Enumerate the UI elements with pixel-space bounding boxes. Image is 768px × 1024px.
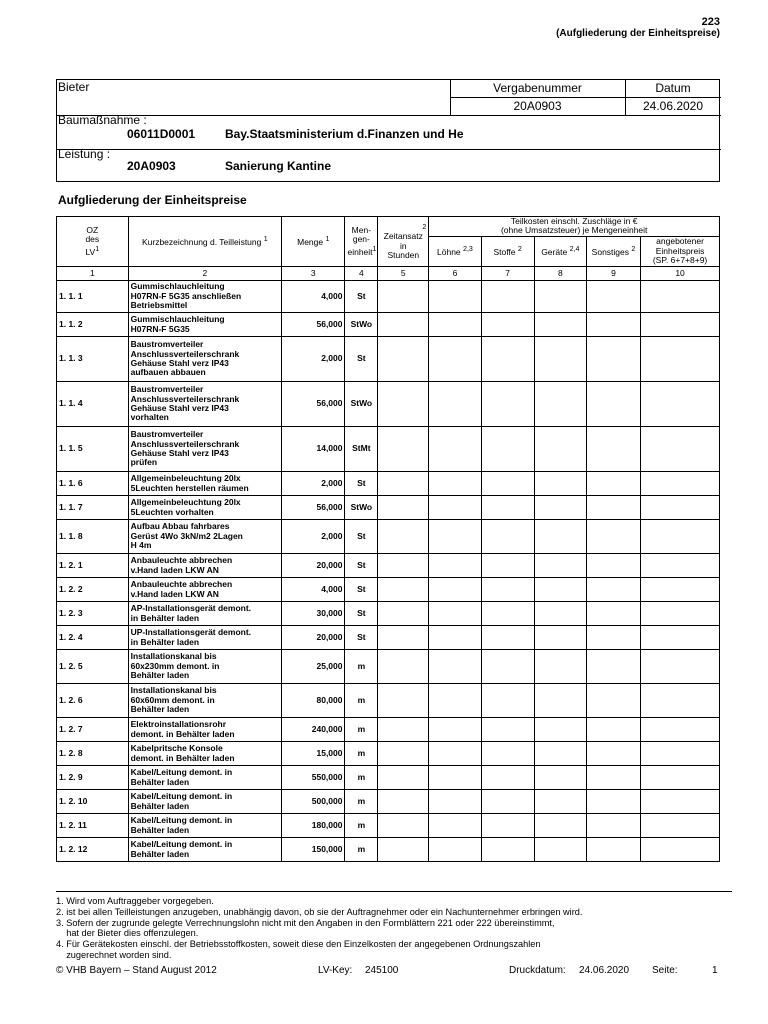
zeitansatz-input-cell[interactable] xyxy=(378,814,429,838)
description-cell: AP-Installationsgerät demont. in Behälter laden xyxy=(128,602,281,626)
table-row xyxy=(57,520,720,554)
stoffe-input-cell[interactable] xyxy=(481,766,534,790)
footnote: 1. Wird vom Auftraggeber vorgegeben. xyxy=(56,896,214,906)
description-cell: Installationskanal bis 60x230mm demont. in Behälter laden xyxy=(128,650,281,684)
quantity-cell: 80,000 xyxy=(282,684,345,718)
zeitansatz-input-cell[interactable] xyxy=(378,578,429,602)
geraete-input-cell[interactable] xyxy=(534,814,586,838)
leistung-label: Leistung : xyxy=(58,147,111,161)
column-number: 4 xyxy=(345,267,378,281)
stoffe-input-cell[interactable] xyxy=(481,496,534,520)
loehne-input-cell[interactable] xyxy=(429,684,481,718)
description-cell: Baustromverteiler Anschlussverteilerschrank Gehäuse Stahl verz IP43 vorhalten xyxy=(128,382,281,427)
stoffe-input-cell[interactable] xyxy=(481,281,534,313)
einheitspreis-input-cell[interactable] xyxy=(641,718,720,742)
header-oz: OZ des $LV^1$ xyxy=(57,217,129,267)
sonstiges-input-cell[interactable] xyxy=(586,742,640,766)
sonstiges-input-cell[interactable] xyxy=(586,337,640,382)
einheitspreis-input-cell[interactable] xyxy=(641,814,720,838)
oz-cell: 1. 2. 11 xyxy=(57,814,129,838)
einheitspreis-input-cell[interactable] xyxy=(641,337,720,382)
header-einheitspreis: angebotener Einheitspreis (SP. 6+7+8+9) xyxy=(641,236,720,266)
header-box xyxy=(56,79,720,182)
einheitspreis-input-cell[interactable] xyxy=(641,520,720,554)
geraete-input-cell[interactable] xyxy=(534,742,586,766)
column-number: 8 xyxy=(534,267,586,281)
table-row xyxy=(57,578,720,602)
einheitspreis-input-cell[interactable] xyxy=(641,626,720,650)
geraete-input-cell[interactable] xyxy=(534,382,586,427)
table-row xyxy=(57,718,720,742)
sonstiges-input-cell[interactable] xyxy=(586,766,640,790)
footnote: hat der Bieter dies offenzulegen. xyxy=(56,928,199,939)
oz-cell: 1. 1. 3 xyxy=(57,337,129,382)
sonstiges-input-cell[interactable] xyxy=(586,281,640,313)
datum-label: Datum xyxy=(655,81,691,95)
geraete-input-cell[interactable] xyxy=(534,337,586,382)
baumassnahme-name: Bay.Staatsministerium d.Finanzen und He xyxy=(225,127,464,141)
loehne-input-cell[interactable] xyxy=(429,337,481,382)
description-cell: Kabelpritsche Konsole demont. in Behälter laden xyxy=(128,742,281,766)
copyright: © VHB Bayern – Stand August 2012 xyxy=(56,965,217,976)
geraete-input-cell[interactable] xyxy=(534,554,586,578)
unit-cell: St xyxy=(345,554,378,578)
form-subtitle: (Aufgliederung der Einheitspreise) xyxy=(556,28,720,39)
description-cell: Allgemeinbeleuchtung 20lx 5Leuchten herstellen räumen xyxy=(128,472,281,496)
quantity-cell: 500,000 xyxy=(282,790,345,814)
einheitspreis-input-cell[interactable] xyxy=(641,472,720,496)
stoffe-input-cell[interactable] xyxy=(481,427,534,472)
loehne-input-cell[interactable] xyxy=(429,650,481,684)
description-cell: Anbauleuchte abbrechen v.Hand laden LKW AN xyxy=(128,578,281,602)
stoffe-input-cell[interactable] xyxy=(481,790,534,814)
zeitansatz-input-cell[interactable] xyxy=(378,684,429,718)
table-row xyxy=(57,496,720,520)
oz-cell: 1. 2. 5 xyxy=(57,650,129,684)
loehne-input-cell[interactable] xyxy=(429,838,481,862)
oz-cell: 1. 1. 8 xyxy=(57,520,129,554)
sonstiges-input-cell[interactable] xyxy=(586,472,640,496)
description-cell: Aufbau Abbau fahrbares Gerüst 4Wo 3kN/m2 2Lagen H 4m xyxy=(128,520,281,554)
quantity-cell: 240,000 xyxy=(282,718,345,742)
zeitansatz-input-cell[interactable] xyxy=(378,838,429,862)
zeitansatz-input-cell[interactable] xyxy=(378,281,429,313)
sonstiges-input-cell[interactable] xyxy=(586,626,640,650)
table-row xyxy=(57,337,720,382)
unit-cell: m xyxy=(345,718,378,742)
quantity-cell: 2,000 xyxy=(282,337,345,382)
footnote-divider xyxy=(56,891,732,892)
oz-cell: 1. 2. 3 xyxy=(57,602,129,626)
table-row xyxy=(57,382,720,427)
einheitspreis-input-cell[interactable] xyxy=(641,650,720,684)
stoffe-input-cell[interactable] xyxy=(481,472,534,496)
sonstiges-input-cell[interactable] xyxy=(586,718,640,742)
zeitansatz-input-cell[interactable] xyxy=(378,626,429,650)
footnotes xyxy=(56,896,736,961)
loehne-input-cell[interactable] xyxy=(429,814,481,838)
geraete-input-cell[interactable] xyxy=(534,496,586,520)
zeitansatz-input-cell[interactable] xyxy=(378,650,429,684)
einheitspreis-input-cell[interactable] xyxy=(641,554,720,578)
quantity-cell: 20,000 xyxy=(282,554,345,578)
zeitansatz-input-cell[interactable] xyxy=(378,496,429,520)
quantity-cell: 550,000 xyxy=(282,766,345,790)
loehne-input-cell[interactable] xyxy=(429,520,481,554)
stoffe-input-cell[interactable] xyxy=(481,602,534,626)
table-row xyxy=(57,626,720,650)
loehne-input-cell[interactable] xyxy=(429,626,481,650)
loehne-input-cell[interactable] xyxy=(429,472,481,496)
quantity-cell: 15,000 xyxy=(282,742,345,766)
footnote: 4. Für Gerätekosten einschl. der Betriebsstoffkosten, soweit diese den Einzelkosten der angegebenen Ordnungszahlen xyxy=(56,939,541,950)
header-menge: Menge $^1$ xyxy=(282,217,345,267)
einheitspreise-table xyxy=(56,216,720,862)
quantity-cell: 56,000 xyxy=(282,313,345,337)
footnote: zugerechnet worden sind. xyxy=(56,949,172,960)
table-row xyxy=(57,602,720,626)
oz-cell: 1. 1. 5 xyxy=(57,427,129,472)
unit-cell: m xyxy=(345,814,378,838)
column-number: 1 xyxy=(57,267,129,281)
table-row xyxy=(57,650,720,684)
loehne-input-cell[interactable] xyxy=(429,766,481,790)
geraete-input-cell[interactable] xyxy=(534,626,586,650)
unit-cell: St xyxy=(345,578,378,602)
unit-cell: St xyxy=(345,520,378,554)
vergabenummer-label: Vergabenummer xyxy=(493,81,582,95)
stoffe-input-cell[interactable] xyxy=(481,520,534,554)
unit-cell: m xyxy=(345,838,378,862)
einheitspreis-input-cell[interactable] xyxy=(641,578,720,602)
quantity-cell: 25,000 xyxy=(282,650,345,684)
footnote: 2. ist bei allen Teilleistungen anzugeben, unabhängig davon, ob sie der Auftragnehmer oder ein Nachunternehmer erbringen wird. xyxy=(56,906,583,917)
stoffe-input-cell[interactable] xyxy=(481,718,534,742)
column-number: 2 xyxy=(128,267,281,281)
zeitansatz-input-cell[interactable] xyxy=(378,602,429,626)
column-number: 7 xyxy=(481,267,534,281)
section-title: Aufgliederung der Einheitspreise xyxy=(58,193,247,207)
einheitspreis-input-cell[interactable] xyxy=(641,427,720,472)
unit-cell: m xyxy=(345,650,378,684)
seite-label: Seite: xyxy=(652,965,678,976)
description-cell: Kabel/Leitung demont. in Behälter laden xyxy=(128,766,281,790)
column-number: 3 xyxy=(282,267,345,281)
column-number: 10 xyxy=(641,267,720,281)
footnote: 3. Sofern der zugrunde gelegte Verrechnungslohn nicht mit den Angaben in den Formblättern 221 oder 222 übereinstimmt, xyxy=(56,917,555,928)
description-cell: Anbauleuchte abbrechen v.Hand laden LKW AN xyxy=(128,554,281,578)
stoffe-input-cell[interactable] xyxy=(481,313,534,337)
einheitspreis-input-cell[interactable] xyxy=(641,496,720,520)
zeitansatz-input-cell[interactable] xyxy=(378,337,429,382)
einheitspreis-input-cell[interactable] xyxy=(641,742,720,766)
zeitansatz-input-cell[interactable] xyxy=(378,472,429,496)
einheitspreis-input-cell[interactable] xyxy=(641,684,720,718)
baumassnahme-label: Baumaßnahme : xyxy=(58,113,147,127)
header-teilkosten: Teilkosten einschl. Zuschläge in € (ohne Umsatzsteuer) je Mengeneinheit xyxy=(429,217,720,237)
table-row xyxy=(57,838,720,862)
quantity-cell: 56,000 xyxy=(282,382,345,427)
loehne-input-cell[interactable] xyxy=(429,554,481,578)
oz-cell: 1. 1. 6 xyxy=(57,472,129,496)
header-loehne: Löhne $^{2,3}$ xyxy=(429,236,481,266)
oz-cell: 1. 2. 6 xyxy=(57,684,129,718)
table-header-row xyxy=(57,217,720,237)
unit-cell: m xyxy=(345,742,378,766)
zeitansatz-input-cell[interactable] xyxy=(378,790,429,814)
geraete-input-cell[interactable] xyxy=(534,313,586,337)
description-cell: Gummischlauchleitung H07RN-F 5G35 xyxy=(128,313,281,337)
form-number: 223 xyxy=(701,16,720,28)
oz-cell: 1. 1. 2 xyxy=(57,313,129,337)
unit-cell: St xyxy=(345,281,378,313)
unit-cell: StWo xyxy=(345,496,378,520)
stoffe-input-cell[interactable] xyxy=(481,742,534,766)
loehne-input-cell[interactable] xyxy=(429,602,481,626)
sonstiges-input-cell[interactable] xyxy=(586,313,640,337)
table-row xyxy=(57,313,720,337)
header-stoffe: Stoffe $^2$ xyxy=(481,236,534,266)
oz-cell: 1. 2. 4 xyxy=(57,626,129,650)
loehne-input-cell[interactable] xyxy=(429,281,481,313)
stoffe-input-cell[interactable] xyxy=(481,626,534,650)
column-number: 5 xyxy=(378,267,429,281)
table-row xyxy=(57,742,720,766)
table-body xyxy=(57,281,720,862)
loehne-input-cell[interactable] xyxy=(429,578,481,602)
geraete-input-cell[interactable] xyxy=(534,766,586,790)
loehne-input-cell[interactable] xyxy=(429,382,481,427)
zeitansatz-input-cell[interactable] xyxy=(378,742,429,766)
einheitspreis-input-cell[interactable] xyxy=(641,602,720,626)
quantity-cell: 150,000 xyxy=(282,838,345,862)
baumassnahme-code: 06011D0001 xyxy=(127,127,196,141)
oz-cell: 1. 1. 4 xyxy=(57,382,129,427)
description-cell: Elektroinstallationsrohr demont. in Behälter laden xyxy=(128,718,281,742)
sonstiges-input-cell[interactable] xyxy=(586,684,640,718)
unit-cell: St xyxy=(345,472,378,496)
einheitspreis-input-cell[interactable] xyxy=(641,382,720,427)
stoffe-input-cell[interactable] xyxy=(481,578,534,602)
zeitansatz-input-cell[interactable] xyxy=(378,427,429,472)
geraete-input-cell[interactable] xyxy=(534,790,586,814)
geraete-input-cell[interactable] xyxy=(534,602,586,626)
zeitansatz-input-cell[interactable] xyxy=(378,313,429,337)
quantity-cell: 4,000 xyxy=(282,578,345,602)
zeitansatz-input-cell[interactable] xyxy=(378,554,429,578)
quantity-cell: 20,000 xyxy=(282,626,345,650)
unit-cell: St xyxy=(345,337,378,382)
header-mengeneinheit: Men- gen- einheit$^1$ xyxy=(345,217,378,267)
oz-cell: 1. 2. 2 xyxy=(57,578,129,602)
unit-cell: StWo xyxy=(345,382,378,427)
geraete-input-cell[interactable] xyxy=(534,427,586,472)
stoffe-input-cell[interactable] xyxy=(481,554,534,578)
column-number: 6 xyxy=(429,267,481,281)
stoffe-input-cell[interactable] xyxy=(481,650,534,684)
quantity-cell: 30,000 xyxy=(282,602,345,626)
stoffe-input-cell[interactable] xyxy=(481,814,534,838)
einheitspreis-input-cell[interactable] xyxy=(641,838,720,862)
stoffe-input-cell[interactable] xyxy=(481,838,534,862)
geraete-input-cell[interactable] xyxy=(534,650,586,684)
zeitansatz-input-cell[interactable] xyxy=(378,520,429,554)
geraete-input-cell[interactable] xyxy=(534,472,586,496)
lvkey-value: 245100 xyxy=(365,965,399,976)
leistung-code: 20A0903 xyxy=(127,159,176,173)
table-row xyxy=(57,554,720,578)
quantity-cell: 2,000 xyxy=(282,520,345,554)
seite-value: 1 xyxy=(712,965,718,976)
description-cell: Kabel/Leitung demont. in Behälter laden xyxy=(128,814,281,838)
zeitansatz-input-cell[interactable] xyxy=(378,766,429,790)
description-cell: Baustromverteiler Anschlussverteilerschrank Gehäuse Stahl verz IP43 aufbauen abbauen xyxy=(128,337,281,382)
geraete-input-cell[interactable] xyxy=(534,578,586,602)
description-cell: Baustromverteiler Anschlussverteilerschrank Gehäuse Stahl verz IP43 prüfen xyxy=(128,427,281,472)
sonstiges-input-cell[interactable] xyxy=(586,602,640,626)
druckdatum-label: Druckdatum: xyxy=(509,965,566,976)
zeitansatz-input-cell[interactable] xyxy=(378,382,429,427)
description-cell: Allgemeinbeleuchtung 20lx 5Leuchten vorhalten xyxy=(128,496,281,520)
geraete-input-cell[interactable] xyxy=(534,684,586,718)
quantity-cell: 2,000 xyxy=(282,472,345,496)
leistung-name: Sanierung Kantine xyxy=(225,159,332,173)
description-cell: Installationskanal bis 60x60mm demont. in Behälter laden xyxy=(128,684,281,718)
description-cell: Kabel/Leitung demont. in Behälter laden xyxy=(128,790,281,814)
header-geraete: Geräte $^{2,4}$ xyxy=(534,236,586,266)
stoffe-input-cell[interactable] xyxy=(481,684,534,718)
einheitspreis-input-cell[interactable] xyxy=(641,790,720,814)
header-sonstiges: Sonstiges $^2$ xyxy=(586,236,640,266)
unit-cell: StWo xyxy=(345,313,378,337)
table-row xyxy=(57,472,720,496)
loehne-input-cell[interactable] xyxy=(429,718,481,742)
geraete-input-cell[interactable] xyxy=(534,520,586,554)
loehne-input-cell[interactable] xyxy=(429,427,481,472)
table-row xyxy=(57,281,720,313)
header-kurzbezeichnung: Kurzbezeichnung d. Teilleistung $^1$ xyxy=(128,217,281,267)
einheitspreis-input-cell[interactable] xyxy=(641,281,720,313)
geraete-input-cell[interactable] xyxy=(534,281,586,313)
unit-cell: m xyxy=(345,790,378,814)
einheitspreis-input-cell[interactable] xyxy=(641,766,720,790)
zeitansatz-input-cell[interactable] xyxy=(378,718,429,742)
sonstiges-input-cell[interactable] xyxy=(586,578,640,602)
table-row xyxy=(57,814,720,838)
table-row xyxy=(57,766,720,790)
unit-cell: StMt xyxy=(345,427,378,472)
unit-cell: St xyxy=(345,602,378,626)
oz-cell: 1. 2. 12 xyxy=(57,838,129,862)
unit-cell: m xyxy=(345,684,378,718)
sonstiges-input-cell[interactable] xyxy=(586,520,640,554)
sonstiges-input-cell[interactable] xyxy=(586,554,640,578)
quantity-cell: 14,000 xyxy=(282,427,345,472)
description-cell: Kabel/Leitung demont. in Behälter laden xyxy=(128,838,281,862)
unit-cell: St xyxy=(345,626,378,650)
column-number: 9 xyxy=(586,267,640,281)
quantity-cell: 56,000 xyxy=(282,496,345,520)
sonstiges-input-cell[interactable] xyxy=(586,838,640,862)
sonstiges-input-cell[interactable] xyxy=(586,496,640,520)
table-row xyxy=(57,790,720,814)
loehne-input-cell[interactable] xyxy=(429,313,481,337)
stoffe-input-cell[interactable] xyxy=(481,382,534,427)
sonstiges-input-cell[interactable] xyxy=(586,814,640,838)
sonstiges-input-cell[interactable] xyxy=(586,382,640,427)
geraete-input-cell[interactable] xyxy=(534,838,586,862)
quantity-cell: 4,000 xyxy=(282,281,345,313)
oz-cell: 1. 2. 1 xyxy=(57,554,129,578)
stoffe-input-cell[interactable] xyxy=(481,337,534,382)
oz-cell: 1. 2. 9 xyxy=(57,766,129,790)
table-row xyxy=(57,684,720,718)
oz-cell: 1. 1. 7 xyxy=(57,496,129,520)
druckdatum-value: 24.06.2020 xyxy=(579,965,630,976)
sonstiges-input-cell[interactable] xyxy=(586,427,640,472)
sonstiges-input-cell[interactable] xyxy=(586,790,640,814)
unit-cell: m xyxy=(345,766,378,790)
loehne-input-cell[interactable] xyxy=(429,742,481,766)
description-cell: UP-Installationsgerät demont. in Behälter laden xyxy=(128,626,281,650)
vergabenummer-value: 20A0903 xyxy=(513,99,562,113)
oz-cell: 1. 2. 8 xyxy=(57,742,129,766)
bieter-label: Bieter xyxy=(58,80,90,94)
table-row xyxy=(57,427,720,472)
sonstiges-input-cell[interactable] xyxy=(586,650,640,684)
column-number-row xyxy=(57,267,720,281)
datum-value: 24.06.2020 xyxy=(642,99,704,113)
oz-cell: 1. 2. 7 xyxy=(57,718,129,742)
loehne-input-cell[interactable] xyxy=(429,496,481,520)
oz-cell: 1. 2. 10 xyxy=(57,790,129,814)
oz-cell: 1. 1. 1 xyxy=(57,281,129,313)
lvkey-label: LV-Key: xyxy=(318,965,353,976)
einheitspreis-input-cell[interactable] xyxy=(641,313,720,337)
description-cell: Gummischlauchleitung H07RN-F 5G35 anschließen Betriebsmittel xyxy=(128,281,281,313)
quantity-cell: 180,000 xyxy=(282,814,345,838)
loehne-input-cell[interactable] xyxy=(429,790,481,814)
header-zeitansatz: 2 Zeitansatz in Stunden xyxy=(378,217,429,267)
geraete-input-cell[interactable] xyxy=(534,718,586,742)
